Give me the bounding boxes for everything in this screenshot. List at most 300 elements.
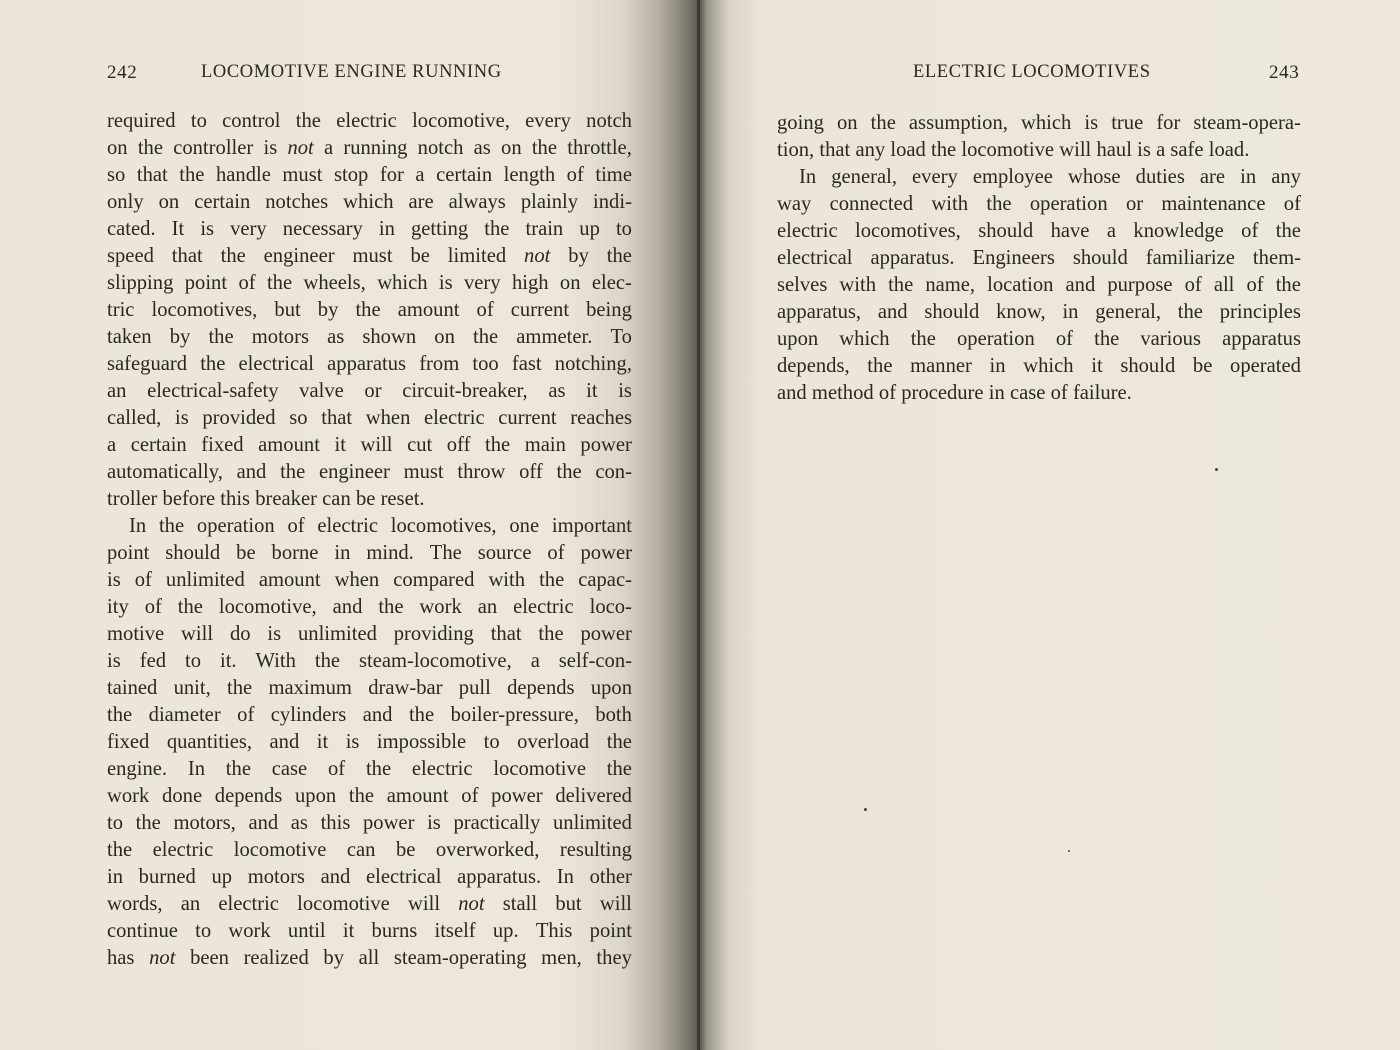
word: controller (173, 137, 254, 159)
word: it (586, 380, 598, 402)
text-line (777, 326, 1301, 353)
word: the (606, 758, 632, 780)
word: have (1050, 220, 1090, 242)
word: be (236, 542, 256, 564)
word: the (538, 623, 564, 645)
word: in (989, 355, 1006, 377)
word: the (986, 193, 1012, 215)
word: To (610, 326, 632, 348)
word: of (237, 704, 255, 726)
word: any (1271, 166, 1301, 188)
word: to (195, 920, 212, 942)
word: high (511, 272, 549, 294)
text-line (777, 218, 1301, 245)
word: amount (258, 434, 320, 456)
word: train (525, 218, 564, 240)
word: a (1106, 220, 1116, 242)
word: In (799, 166, 817, 188)
word: the (1177, 301, 1203, 323)
word: with (931, 193, 969, 215)
text-line (107, 540, 632, 567)
word: point (107, 542, 150, 564)
word: upon (590, 677, 632, 699)
word: on (107, 137, 128, 159)
word: of (547, 542, 565, 564)
word: electrical (365, 866, 442, 888)
word: so (107, 164, 126, 186)
word: location (987, 274, 1054, 296)
word: must (282, 164, 323, 186)
word: will (599, 893, 632, 915)
word: when (334, 569, 380, 591)
word: work (419, 596, 462, 618)
word: will (181, 623, 214, 645)
word: in (1240, 166, 1257, 188)
word: way (777, 193, 812, 215)
word: indi- (593, 191, 632, 213)
word: con- (595, 461, 632, 483)
word: locomotive (297, 893, 390, 915)
word: point (589, 920, 632, 942)
word: going (777, 112, 824, 134)
word: source (477, 542, 532, 564)
word: control (222, 110, 281, 132)
word: the (135, 812, 161, 834)
text-line-paragraph-end (777, 380, 1301, 407)
word: will (360, 434, 393, 456)
word: tric (107, 299, 135, 321)
word: and (248, 812, 279, 834)
word: should (1120, 355, 1176, 377)
word: until (287, 920, 326, 942)
word: notching, (554, 353, 632, 375)
word: with (488, 569, 526, 591)
word: is (1137, 139, 1151, 161)
word: to (184, 650, 202, 672)
word: of (461, 785, 479, 807)
word: other (589, 866, 632, 888)
word: the (1094, 328, 1120, 350)
word: point (184, 272, 228, 294)
word: are (408, 191, 434, 213)
word: which (1023, 355, 1074, 377)
word: the (280, 461, 306, 483)
word: main (524, 434, 566, 456)
word: to (107, 812, 124, 834)
word: the (137, 137, 163, 159)
text-line (107, 243, 632, 270)
text-line (107, 810, 632, 837)
word: notch (586, 110, 632, 132)
word: but (555, 893, 582, 915)
word: that (490, 623, 522, 645)
word: the (888, 274, 914, 296)
text-line (107, 621, 632, 648)
word: they (596, 947, 632, 969)
word: the (107, 839, 133, 861)
right-page-number: 243 (1269, 62, 1300, 83)
word: is (107, 650, 121, 672)
word: fixed (201, 434, 244, 456)
left-running-head: LOCOMOTIVE ENGINE RUNNING (201, 62, 502, 82)
word: assumption, (908, 112, 1008, 134)
word: amount (386, 785, 449, 807)
word: handle (215, 164, 271, 186)
text-line (777, 245, 1301, 272)
word: electric (411, 758, 473, 780)
word: be (395, 839, 416, 861)
word: safeguard (107, 353, 188, 375)
word: current (510, 299, 570, 321)
word: loco- (589, 596, 632, 618)
word: selves (777, 274, 828, 296)
word: the (200, 353, 226, 375)
word: not (458, 893, 485, 915)
word: of (566, 164, 584, 186)
word: speed (107, 245, 154, 267)
word: general, (831, 166, 897, 188)
word: knowledge (1133, 220, 1224, 242)
text-line (107, 189, 632, 216)
text-line (107, 270, 632, 297)
word: men, (541, 947, 582, 969)
word: the (208, 326, 234, 348)
word: be (1192, 355, 1213, 377)
word: certain (436, 164, 493, 186)
word: motors, (173, 812, 236, 834)
word: the (556, 461, 582, 483)
word: overload (517, 731, 590, 753)
word: be (355, 488, 376, 510)
word: troller (107, 488, 158, 510)
word: circuit-breaker, (402, 380, 528, 402)
word: in (334, 542, 351, 564)
word: will (408, 893, 441, 915)
word: the (220, 245, 246, 267)
word: not (524, 245, 551, 267)
word: up (579, 218, 600, 240)
word: the (355, 299, 381, 321)
word: realized (243, 947, 309, 969)
word: slipping (107, 272, 174, 294)
word: apparatus (327, 353, 407, 375)
text-line (777, 272, 1301, 299)
word: true (1111, 112, 1144, 134)
word: fixed (107, 731, 150, 753)
word: as (548, 380, 566, 402)
word: certain (130, 434, 187, 456)
word: reset. (380, 488, 425, 510)
word: the (867, 355, 893, 377)
text-line (107, 702, 632, 729)
word: This (535, 920, 573, 942)
word: limited (447, 245, 507, 267)
word: name, (925, 274, 976, 296)
word: electrical (777, 247, 853, 269)
word: apparatus (1222, 328, 1301, 350)
word: it (342, 920, 355, 942)
word: of (134, 569, 152, 591)
word: on (158, 191, 180, 213)
word: operation (956, 328, 1035, 350)
word: stall (502, 893, 538, 915)
paper-speck (1215, 468, 1218, 471)
word: depends (507, 677, 575, 699)
word: procedure (901, 382, 984, 404)
word: in (107, 866, 124, 888)
text-line (777, 110, 1301, 137)
text-line (107, 945, 632, 972)
word: always (448, 191, 506, 213)
text-line (107, 567, 632, 594)
word: steam-operating (393, 947, 527, 969)
word: notch (417, 137, 464, 159)
word: a (415, 164, 425, 186)
word: electrical (238, 353, 314, 375)
word: very (230, 218, 267, 240)
word: and (320, 866, 351, 888)
text-line (107, 108, 632, 135)
text-line (107, 891, 632, 918)
word: of (1241, 220, 1259, 242)
word: unlimited (552, 812, 632, 834)
word: continue (107, 920, 178, 942)
word: a (1156, 139, 1166, 161)
word: electric (152, 839, 214, 861)
word: the (314, 650, 341, 672)
word: it (1091, 355, 1103, 377)
word: locomotive, (218, 596, 317, 618)
word: of (238, 272, 256, 294)
word: locomotives, (855, 220, 961, 242)
left-page-number: 242 (107, 62, 138, 83)
word: borne (271, 542, 319, 564)
word: the (158, 515, 185, 537)
word: not (287, 137, 314, 159)
word: do (229, 623, 251, 645)
word: is (427, 812, 441, 834)
word: on (837, 112, 858, 134)
word: mind. (366, 542, 414, 564)
word: that (321, 407, 353, 429)
word: ity (107, 596, 129, 618)
text-line (107, 432, 632, 459)
word: locomotive (493, 758, 586, 780)
word: the (1275, 274, 1301, 296)
word: the (1275, 220, 1301, 242)
text-line (107, 675, 632, 702)
word: case (271, 758, 308, 780)
word: cylinders (270, 704, 347, 726)
word: the (484, 434, 511, 456)
word: should (1072, 247, 1128, 269)
text-line (107, 405, 632, 432)
word: burns (371, 920, 418, 942)
word: wheels, (303, 272, 366, 294)
text-line (107, 756, 632, 783)
word: plainly (520, 191, 579, 213)
word: been (190, 947, 229, 969)
word: the (365, 758, 392, 780)
word: purpose (1107, 274, 1173, 296)
word: by (169, 326, 191, 348)
word: In (129, 515, 147, 537)
word: fast (511, 353, 542, 375)
word: on (559, 272, 581, 294)
word: which (1020, 112, 1072, 134)
word: burned (138, 866, 196, 888)
word: haul (1096, 139, 1132, 161)
word: draw-bar (368, 677, 443, 699)
word: provided (202, 407, 276, 429)
text-line-paragraph-end (107, 486, 632, 513)
word: necessary (282, 218, 363, 240)
word: manner (910, 355, 972, 377)
text-line (107, 648, 632, 675)
word: and (332, 596, 363, 618)
word: tained (107, 677, 158, 699)
word: delivered (555, 785, 632, 807)
word: work (107, 785, 150, 807)
word: engineer (318, 461, 390, 483)
text-line (777, 353, 1301, 380)
word: locomotive (961, 139, 1055, 161)
text-line (107, 459, 632, 486)
paper-speck (1068, 850, 1070, 852)
word: and (877, 301, 908, 323)
word: electric (317, 515, 378, 537)
word: an (477, 596, 498, 618)
right-page (700, 0, 1400, 1050)
word: unlimited (165, 569, 245, 591)
right-running-head: ELECTRIC LOCOMOTIVES (913, 62, 1151, 82)
word: operation (1029, 193, 1108, 215)
word: connected (829, 193, 914, 215)
word: shown (362, 326, 417, 348)
word: as (290, 812, 308, 834)
text-line (107, 135, 632, 162)
word: upon (777, 328, 819, 350)
word: to (190, 110, 207, 132)
word: which (343, 191, 394, 213)
word: Engineers (972, 247, 1055, 269)
word: the (606, 731, 632, 753)
word: diameter (148, 704, 221, 726)
word: the (931, 139, 957, 161)
word: steam-opera- (1193, 112, 1301, 134)
word: depends, (777, 355, 850, 377)
word: a (530, 650, 540, 672)
text-line (107, 216, 632, 243)
word: load. (1208, 139, 1250, 161)
word: should (978, 220, 1034, 242)
word: it. (219, 650, 237, 672)
word: of (1184, 274, 1202, 296)
word: the (870, 112, 896, 134)
word: of (144, 596, 162, 618)
word: called, (107, 407, 162, 429)
word: failure. (1072, 382, 1132, 404)
word: so (289, 407, 308, 429)
word: itself (434, 920, 476, 942)
word: be (410, 245, 430, 267)
word: depends (214, 785, 283, 807)
word: or (364, 380, 382, 402)
text-line-paragraph-start (777, 164, 1301, 191)
right-page-body (777, 110, 1301, 407)
word: general, (1095, 301, 1161, 323)
word: elec- (591, 272, 632, 294)
text-line (107, 594, 632, 621)
word: and (362, 704, 393, 726)
word: is (345, 731, 360, 753)
word: work (228, 920, 271, 942)
word: resulting (559, 839, 632, 861)
word: is (174, 407, 189, 429)
word: compared (393, 569, 475, 591)
word: by (317, 299, 339, 321)
word: all (1213, 274, 1235, 296)
word: done (162, 785, 203, 807)
word: maximum (268, 677, 352, 699)
word: or (1125, 193, 1144, 215)
word: engineer (263, 245, 335, 267)
word: has (107, 947, 135, 969)
word: must (352, 245, 393, 267)
word: every (525, 110, 571, 132)
word: current (498, 407, 557, 429)
word: the (473, 326, 499, 348)
word: pull (458, 677, 491, 699)
word: engine. (107, 758, 168, 780)
word: certain (194, 191, 251, 213)
word: of (878, 382, 897, 404)
word: the (266, 272, 293, 294)
word: in (1062, 301, 1079, 323)
word: tion, (777, 139, 815, 161)
word: motors (251, 326, 309, 348)
word: amount (397, 299, 460, 321)
word: valve (299, 380, 344, 402)
word: In (556, 866, 574, 888)
word: power (580, 434, 632, 456)
word: is (438, 272, 453, 294)
word: should (165, 542, 221, 564)
word: electric (336, 110, 397, 132)
word: steam-locomotive, (359, 650, 512, 672)
word: the (910, 328, 936, 350)
word: cut (407, 434, 433, 456)
text-line (107, 729, 632, 756)
word: are (1199, 166, 1226, 188)
word: all (358, 947, 380, 969)
word: With (255, 650, 296, 672)
word: being (586, 299, 632, 321)
word: off (446, 434, 471, 456)
text-line (107, 864, 632, 891)
word: on (434, 326, 455, 348)
word: overworked, (435, 839, 540, 861)
word: the (484, 218, 510, 240)
word: It (171, 218, 185, 240)
word: it (334, 434, 346, 456)
word: providing (393, 623, 474, 645)
word: and (236, 461, 267, 483)
text-line-paragraph-start (107, 513, 632, 540)
word: principles (1219, 301, 1301, 323)
word: only (107, 191, 144, 213)
word: the (227, 677, 253, 699)
